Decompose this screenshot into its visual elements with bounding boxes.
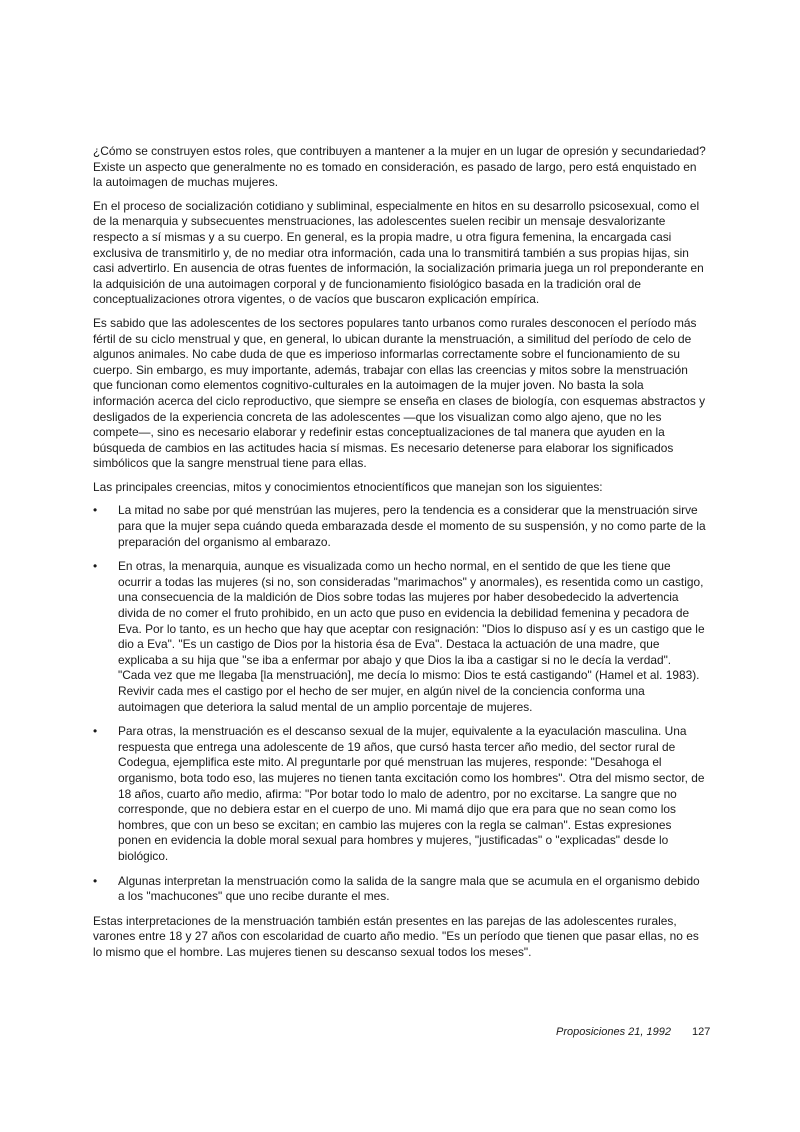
list-item-text: Algunas interpretan la menstruación como la salida de la sangre mala que se acumula en el organismo debido a los "machucones" que uno recibe durante el mes. [118,873,700,904]
paragraph-list-intro: Las principales creencias, mitos y conocimientos etnocientíficos que manejan son los siguientes: [93,479,603,494]
list-item [93,503,706,550]
list-item [93,559,706,715]
paragraph-adolescents-knowledge: Es sabido que las adolescentes de los sectores populares tanto urbanos como rurales desconocen el período más fértil de su ciclo menstrual y que, en general, lo ubican durante la menstruación, a similitud del período de celo de algunos animales. No cabe duda de que es imperioso informarlas correctamente sobre el funcionamiento de su cuerpo. Sin embargo, es muy importante, además, trabajar con ellas las creencias y mitos sobre la menstruación que funcionan como elementos cognitivo-culturales en la autoimagen de la mujer joven. No basta la sola información acerca del ciclo reproductivo, que siempre se enseña en clases de biología, con esquemas abstractos y desligados de la experiencia concreta de las adolescentes —que los visualizan como algo ajeno, que no les compete—, sino es necesario elaborar y redefinir estas conceptualizaciones de tal manera que ayuden en la búsqueda de cambios en las actitudes hacia sí mismas. Es necesario detenerse para elaborar los significados simbólicos que la sangre menstrual tiene para ellas. [93,315,706,471]
bullet-marker: • [93,503,98,518]
page-number: 127 [692,1026,711,1038]
list-item-text: En otras, la menarquia, aunque es visualizada como un hecho normal, en el sentido de que les tiene que ocurrir a todas las mujeres (si no, son consideradas "marimachos" y anormales), es resentida como un castigo, una consecuencia de la maldición de Dios sobre todas las mujeres por haber desobedecido la advertencia divida de no comer el fruto prohibido, en un acto que puso en evidencia la debilidad femenina y pecadora de Eva. Por lo tanto, es un hecho que hay que aceptar con resignación: "Dios lo dispuso así y es un castigo que le dio a Eva". "Es un castigo de Dios por la historia ésa de Eva". Destaca la actuación de una madre, que explicaba a su hija que "se iba a enfermar por abajo y que Dios la iba a castigar si no le decía la verdad". "Cada vez que me llegaba [la menstruación], me decía lo mismo: Dios te está castigando" (Hamel et al. 1983). Revivir cada mes el castigo por el hecho de ser mujer, en algún nivel de la conciencia conforma una autoimagen que deteriora la salud mental de un amplio porcentaje de mujeres. [118,559,705,714]
list-item-text: La mitad no sabe por qué menstrúan las mujeres, pero la tendencia es a considerar que la menstruación sirve para que la mujer sepa cuándo queda embarazada desde el momento de su suspensión, y no como parte de la preparación del organismo al embarazo. [118,503,706,549]
paragraph-roles-question: ¿Cómo se construyen estos roles, que contribuyen a mantener a la mujer en un lugar de opresión y secundariedad? Existe un aspecto que generalmente no es tomado en consideración, es pasado de largo, pero está enquistado en la autoimagen de muchas mujeres. [93,144,706,190]
bullet-marker: • [93,873,98,888]
paragraph-socialization: En el proceso de socialización cotidiano y subliminal, especialmente en hitos en su desarrollo psicosexual, como el de la menarquia y subsecuentes menstruaciones, las adolescentes suelen recibir un mensaje desvalorizante respecto a sí mismas y a su cuerpo. En general, es la propia madre, u otra figura femenina, la encargada casi exclusiva de transmitirlo y, de no mediar otra información, cada una lo transmitirá también a sus propias hijas, sin casi advertirlo. En ausencia de otras fuentes de información, la socialización primaria juega un rol preponderante en la adquisición de una autoimagen corporal y de funcionamiento fisiológico basada en la tradición oral de conceptualizaciones otrora vigentes, o de vacíos que buscaron explicación empírica. [93,198,704,307]
list-item-text: Para otras, la menstruación es el descanso sexual de la mujer, equivalente a la eyaculación masculina. Una respuesta que entrega una adolescente de 19 años, que cursó hasta tercer año medio, del sector rural de Codegua, ejemplifica este mito. Al preguntarle por qué menstruan las mujeres, responde: "Desahoga el organismo, bota todo eso, las mujeres no tienen tanta excitación como los hombres". Otra del mismo sector, de 18 años, cuarto año medio, afirma: "Por botar todo lo malo de adentro, por no excitarse. La sangre que no corresponde, que no debiera estar en el cuerpo de uno. Mi mamá dijo que era para que no sean como los hombres, que con un beso se excitan; en cambio las mujeres con la regla se calman". Estas expresiones ponen en evidencia la doble moral sexual para hombres y mujeres, "justificadas" o "explicadas" desde lo biológico. [118,724,705,863]
bullet-marker: • [93,724,98,739]
body-text [93,144,706,969]
journal-citation: Proposiciones 21, 1992 [556,1026,671,1038]
paragraph-partners: Estas interpretaciones de la menstruación también están presentes en las parejas de las adolescentes rurales, varones entre 18 y 27 años con escolaridad de cuarto año medio. "Es un período que tienen que pasar ellas, no es lo mismo que el hombre. Las mujeres tienen su descanso sexual todos los meses". [93,913,699,959]
bullet-marker: • [93,559,98,574]
beliefs-list [93,503,706,904]
list-item [93,724,706,864]
list-item [93,874,706,905]
